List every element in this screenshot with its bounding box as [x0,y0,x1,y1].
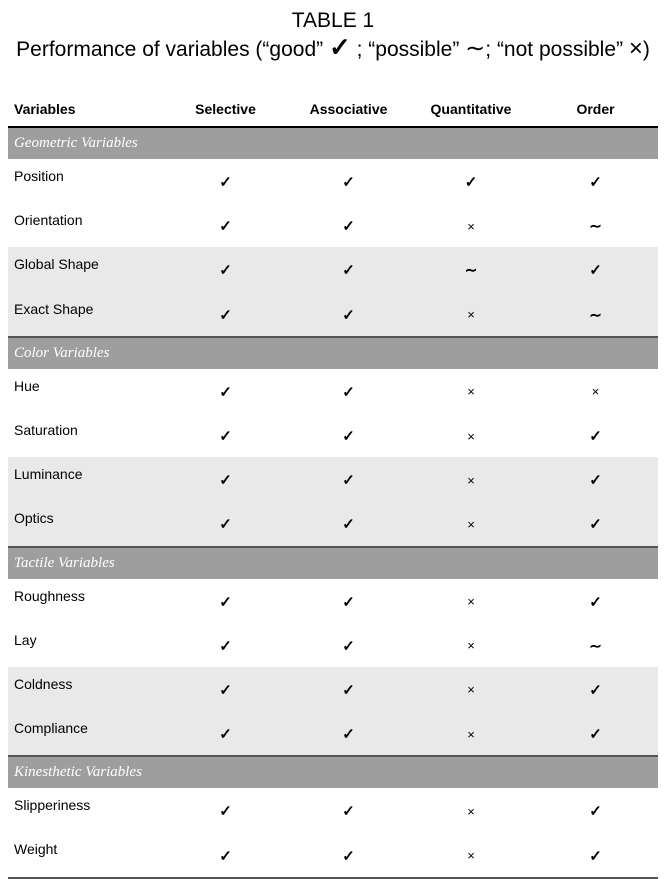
section-header-geometric-variables [8,127,658,159]
checkmark-icon: ✓ [342,847,355,865]
table-cell [533,247,658,291]
table-cell [533,623,658,667]
table-cell [288,788,409,832]
table-row-compliance [8,711,658,756]
table-cell [533,667,658,711]
table-cell [163,369,288,413]
checkmark-icon: ✓ [342,726,355,744]
variable-name: Compliance [8,711,163,756]
checkmark-icon: ✓ [342,218,355,236]
checkmark-icon: ✓ [342,803,355,821]
table-cell [163,292,288,337]
checkmark-icon: ✓ [219,218,232,236]
good-label: “good” [262,38,329,61]
checkmark-icon: ✓ [342,174,355,192]
subtitle-sep-1: ; [350,38,369,61]
table-row-position [8,159,658,203]
checkmark-icon: ✓ [589,472,602,490]
table-cell [288,711,409,756]
table-cell [163,413,288,457]
checkmark-icon: ✓ [342,681,355,699]
table-cell [409,832,533,877]
checkmark-icon: ✓ [219,681,232,699]
possible-label: “possible” [368,38,466,61]
checkmark-icon: ✓ [464,174,478,192]
cross-icon: × [467,516,475,532]
section-header-tactile-variables [8,547,658,579]
section-title: Color Variables [8,337,658,369]
checkmark-icon: ✓ [219,428,232,446]
table-cell [288,292,409,337]
variable-name: Saturation [14,421,78,438]
table-cell [533,457,658,501]
cross-icon: × [467,384,475,400]
table-cell [288,832,409,877]
table-cell [533,788,658,832]
checkmark-icon: ✓ [219,472,232,490]
checkmark-icon: ✓ [219,516,232,534]
cross-icon: × [467,803,475,819]
table-cell [409,413,533,457]
table-cell [288,159,409,203]
checkmark-icon: ✓ [589,803,602,821]
checkmark-icon: ✓ [589,593,602,611]
cross-icon: × [467,218,475,234]
variable-name: Hue [14,377,40,394]
checkmark-icon: ✓ [219,262,232,280]
table-cell [409,788,533,832]
table-cell [409,501,533,546]
cross-icon: × [628,35,643,62]
checkmark-icon: ✓ [219,174,232,192]
section-header-color-variables [8,337,658,369]
table-row-coldness [8,667,658,711]
checkmark-icon: ✓ [589,681,602,699]
table-cell [409,667,533,711]
cross-icon: × [467,848,475,864]
variable-name: Lay [14,631,37,648]
section-header-kinesthetic-variables [8,756,658,788]
table-cell [288,579,409,623]
variable-name: Orientation [14,212,83,229]
checkmark-icon: ✓ [589,847,602,865]
column-header-selective: Selective [163,92,288,127]
table-cell [533,369,658,413]
cross-icon: × [467,428,475,444]
cross-icon: × [467,307,475,323]
table-cell [533,292,658,337]
table-row-saturation [8,413,658,457]
table-cell [409,711,533,756]
variable-name: Optics [8,501,163,546]
checkmark-icon: ✓ [219,847,232,865]
table-cell [163,159,288,203]
column-header-order: Order [533,92,658,127]
table-row-luminance [8,457,658,501]
table-cell [163,203,288,247]
subtitle-outro: ) [642,38,650,61]
table-cell [409,623,533,667]
table-cell [288,247,409,291]
table-cell [288,457,409,501]
table-cell [533,832,658,877]
subtitle-intro: Performance of variables ( [16,38,263,61]
checkmark-icon: ✓ [219,726,232,744]
cross-icon: × [467,594,475,610]
column-header-variables: Variables [8,92,163,127]
cross-icon: × [591,384,600,400]
variable-name: Global Shape [8,247,163,291]
section-title: Kinesthetic Variables [8,756,658,788]
not-possible-label: “not possible” [496,38,629,61]
table-cell [288,667,409,711]
table-row-orientation [8,203,658,247]
table-cell [163,832,288,877]
variable-name: Slipperiness [14,797,91,814]
table-cell [409,579,533,623]
table-row-hue [8,369,658,413]
checkmark-icon: ✓ [342,516,355,534]
table-cell [163,711,288,756]
table-cell [533,501,658,546]
table-row-roughness [8,579,658,623]
table-row-global-shape [8,247,658,291]
checkmark-icon: ✓ [342,262,355,280]
table-cell [533,203,658,247]
variable-name: Exact Shape [8,292,163,337]
checkmark-icon: ✓ [219,593,232,611]
cross-icon: × [467,726,475,742]
cross-icon: × [467,682,475,698]
table-cell [288,369,409,413]
checkmark-icon: ✓ [589,516,602,534]
table-cell [288,501,409,546]
table-cell [409,247,533,291]
table-cell [163,579,288,623]
table-cell [288,623,409,667]
checkmark-icon: ✓ [219,637,232,655]
cross-icon: × [467,472,475,488]
checkmark-icon: ✓ [219,383,232,401]
section-title: Tactile Variables [8,547,658,579]
table-cell [409,203,533,247]
table-row-slipperiness [8,788,658,832]
table-cell [533,159,658,203]
table-row-lay [8,623,658,667]
checkmark-icon: ✓ [342,593,355,611]
tilde-icon: ∼ [589,637,602,655]
table-cell [163,247,288,291]
table-row-weight [8,832,658,877]
checkmark-icon: ✓ [589,726,602,744]
tilde-icon: ∼ [589,306,602,324]
variable-name: Position [14,168,64,184]
tilde-icon: ∼ [589,218,602,236]
cross-icon: × [467,638,475,654]
checkmark-icon: ✓ [589,428,602,446]
checkmark-icon: ✓ [219,803,232,821]
checkmark-icon: ✓ [342,472,355,490]
column-header-associative: Associative [288,92,409,127]
table-cell [533,711,658,756]
table-title: TABLE 1 [291,9,375,32]
variable-name: Weight [8,832,163,877]
table-cell [288,413,409,457]
checkmark-icon: ✓ [342,383,355,401]
column-header-quantitative: Quantitative [409,92,533,127]
tilde-icon: ∼ [464,262,478,280]
table-cell [163,457,288,501]
table-row-exact-shape [8,292,658,337]
table-cell [288,203,409,247]
table-cell [163,788,288,832]
table-cell [409,457,533,501]
table-cell [533,579,658,623]
variable-name: Roughness [14,587,85,604]
checkmark-icon: ✓ [342,428,355,446]
checkmark-icon: ✓ [328,32,351,62]
header-row [8,92,658,127]
table-cell [163,667,288,711]
checkmark-icon: ✓ [589,262,602,280]
tilde-icon: ∼ [465,35,486,62]
table-cell [533,413,658,457]
variable-name: Coldness [8,667,163,711]
table-cell [409,369,533,413]
checkmark-icon: ✓ [342,306,355,324]
checkmark-icon: ✓ [342,637,355,655]
variable-name: Luminance [8,457,163,501]
section-title: Geometric Variables [8,127,658,159]
checkmark-icon: ✓ [589,174,602,192]
variables-performance-table [8,92,658,879]
table-cell [163,623,288,667]
checkmark-icon: ✓ [219,306,232,324]
table-cell [409,159,533,203]
table-row-optics [8,501,658,546]
table-body [8,127,658,878]
table-cell [163,501,288,546]
subtitle-sep-2: ; [485,38,497,61]
table-subtitle [0,34,666,63]
table-cell [409,292,533,337]
